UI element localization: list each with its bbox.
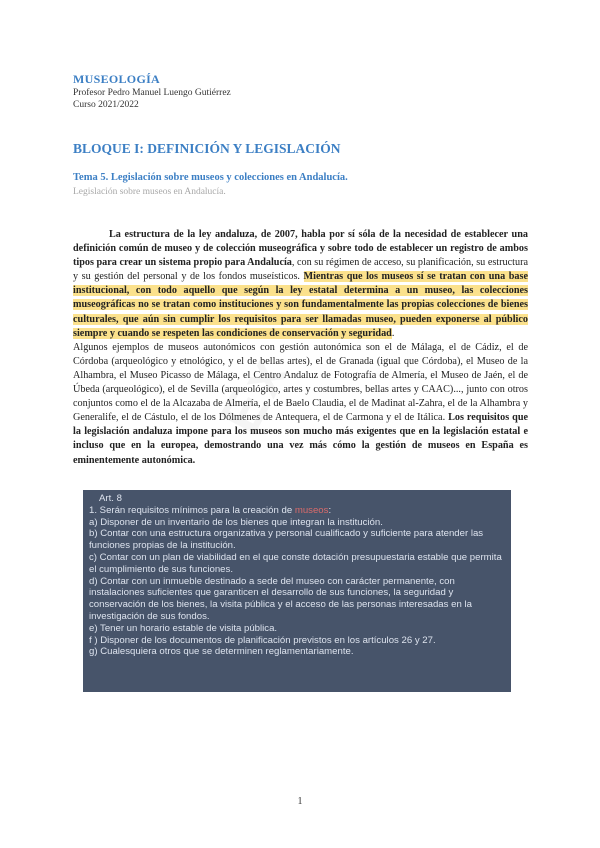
paragraph-1-bold: La estructura de la ley andaluza, de 2007, habla por sí sóla de la necesidad de establecer una definición común de museo y de colección museográfica y sobre todo de establecer un registro de ambos tipos para crear un sistema propio para Andalucía [73, 229, 528, 269]
topic-title: Tema 5. Legislación sobre museos y colecciones en Andalucía. [73, 172, 348, 183]
article-item-c: c) Contar con un plan de viabilidad en el que conste dotación presupuestaria estable que permita el cumplimiento de sus funciones. [89, 551, 502, 575]
paragraph-2-normal: Algunos ejemplos de museos autonómicos con gestión autonómica son el de Málaga, el de Cádiz, el de Córdoba (arqueológico y etnológico, y el de bellas artes), el de Granada (igual que Córdoba), el Museo de la Alhambra, el Museo Picasso de Málaga, el Centro Andaluz de Fotografía de Almería, el Museo de Jaén, el de Úbeda (arqueológico), el de Sevilla (arqueológico, artes y costumbres, bellas artes y CAAC)..., junto con otros conjuntos como el de la Alcazaba de Almería, el de Baelo Claudia, el de Madinat al-Zahra, el de la Alhambra y Generalife, el de Cástulo, el de los Dólmenes de Antequera, el de Carmona y el de Itálica. [73, 341, 528, 424]
article-item-d: d) Contar con un inmueble destinado a sede del museo con carácter permanente, con instalaciones suficientes que garanticen el desarrollo de sus funciones, la seguridad y conservación de los bienes, la visita pública y el acceso de las personas interesadas en la investigación de sus fondos. [89, 575, 472, 622]
article-title: Art. 8 [99, 493, 122, 504]
page-number: 1 [297, 796, 303, 807]
article-intro: 1. Serán requisitos mínimos para la creación de museos: [89, 504, 332, 516]
document-header [73, 72, 231, 111]
article-item-e: e) Tener un horario estable de visita pública. [89, 622, 278, 634]
paragraph-1-end: . [391, 327, 395, 339]
watermark: Ex [207, 343, 302, 444]
article-quote-box [83, 490, 511, 692]
paragraph-2 [73, 341, 528, 468]
professor-name: Profesor Pedro Manuel Luengo Gutiérrez [73, 88, 231, 98]
article-intro-highlight: museos [294, 504, 329, 516]
body-text [73, 228, 528, 468]
highlighted-text: Mientras que los museos sí se tratan con una base institucional, con todo aquello que según la ley estatal determina a un museo, las colecciones museográficas no se tratan como instituciones y son fundamentalmente las propias colecciones de bienes culturales, que aún sin cumplir los requisitos para ser llamadas museo, pueden exponerse al público siempre y cuando se respeten las condiciones de conservación y seguridad [73, 271, 528, 339]
academic-year: Curso 2021/2022 [73, 100, 139, 110]
paragraph-1-normal: , con su régimen de acceso, su planificación, su estructura y su gestión del personal y de los fondos museísticos. [73, 257, 528, 283]
article-item-f: f ) Disponer de los documentos de planificación previstos en los artículos 26 y 27. [89, 634, 436, 646]
course-title: MUSEOLOGÍA [73, 72, 161, 86]
article-item-a: a) Disponer de un inventario de los bienes que integran la institución. [89, 516, 383, 528]
block-title: BLOQUE I: DEFINICIÓN Y LEGISLACIÓN [73, 141, 341, 156]
article-item-g: g) Cualesquiera otros que se determinen reglamentariamente. [89, 646, 354, 658]
paragraph-1 [73, 228, 528, 341]
paragraph-2-bold: Los requisitos que la legislación andaluza impone para los museos son mucho más exigentes que en la legislación estatal e incluso que en la europea, demostrando una vez más cómo la gestión de museos en España es eminentemente autonómica. [73, 412, 529, 466]
topic-subtitle: Legislación sobre museos en Andalucía. [73, 187, 226, 197]
article-item-b: b) Contar con una estructura organizativa y personal cualificado y suficiente para atender las funciones propias de la institución. [89, 528, 484, 552]
